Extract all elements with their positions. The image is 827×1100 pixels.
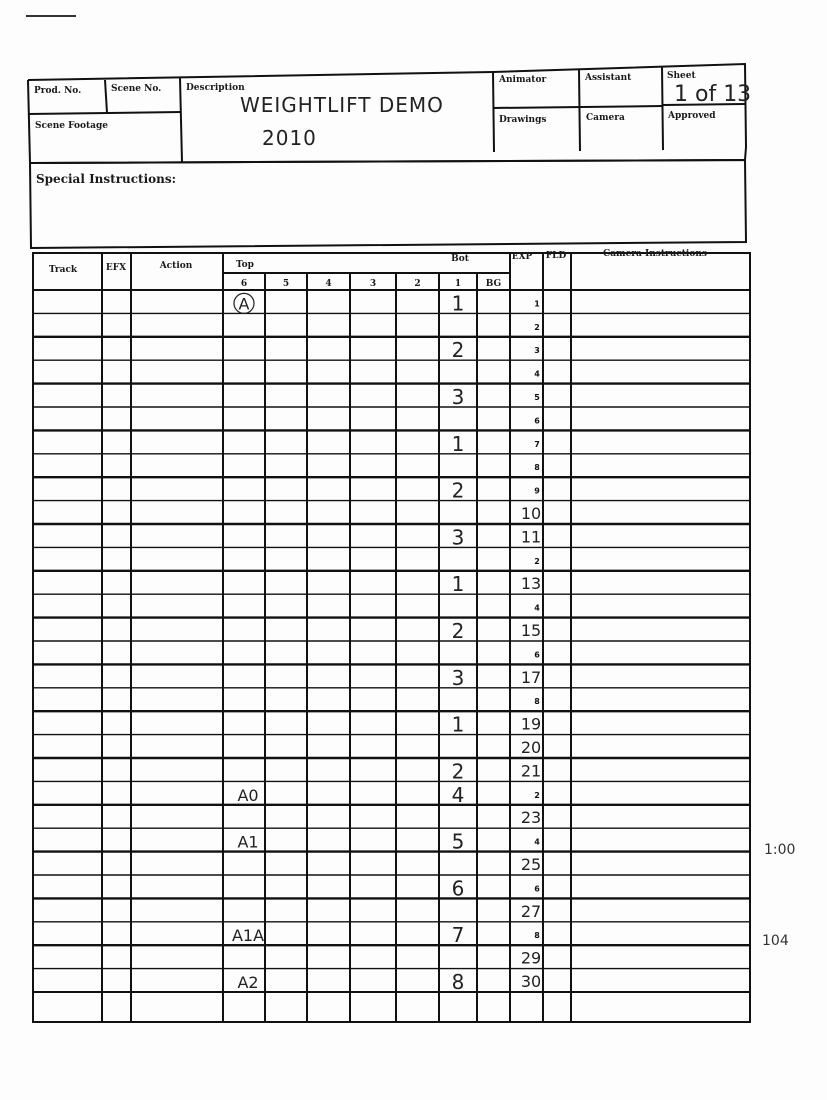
frame-number: 2	[534, 322, 540, 332]
frame-number: 10	[520, 503, 542, 523]
approved-label: Approved	[668, 111, 716, 121]
camera-label: Camera	[586, 113, 625, 123]
level-1-drawing: 2	[451, 759, 465, 784]
level-6-drawing: A1A	[231, 926, 265, 946]
fld-header: FLD	[545, 251, 567, 261]
margin-note-2: 104	[762, 933, 789, 949]
frame-number: 21	[520, 761, 542, 781]
bot-header: Bot	[451, 254, 469, 264]
scene-no-label: Scene No.	[111, 84, 162, 94]
special-instructions-label: Special Instructions:	[36, 172, 177, 186]
frame-number: 8	[534, 931, 540, 941]
track-header: Track	[48, 265, 78, 275]
timing-grid	[33, 249, 750, 1022]
frame-number: 30	[520, 971, 542, 991]
camera-instructions-header: Camera Instructions	[603, 249, 707, 259]
level-1-drawing: 2	[451, 478, 465, 503]
frame-number: 9	[534, 486, 540, 496]
frame-number: 8	[534, 697, 540, 707]
scene-footage-label: Scene Footage	[35, 121, 109, 131]
level-1-drawing: 5	[451, 829, 465, 854]
prod-no-label: Prod. No.	[34, 86, 82, 96]
level-header-3: 3	[369, 279, 377, 289]
animator-label: Animator	[499, 75, 547, 85]
description-line-1: WEIGHTLIFT DEMO	[240, 93, 444, 117]
description-line-2: 2010	[262, 126, 317, 150]
frame-number: 15	[520, 620, 542, 640]
level-1-drawing: 3	[451, 525, 465, 550]
sheet-label: Sheet	[667, 71, 696, 81]
frame-number: 11	[520, 527, 542, 547]
frame-number: 1	[534, 299, 540, 309]
frame-number: 23	[520, 808, 542, 828]
top-header: Top	[236, 260, 254, 270]
drawings-label: Drawings	[499, 115, 547, 125]
efx-header: EFX	[105, 263, 127, 273]
frame-number: 4	[534, 837, 540, 847]
level-1-drawing: 1	[451, 712, 465, 737]
level-header-4: 4	[325, 279, 332, 289]
level-1-drawing: 4	[451, 782, 465, 807]
frame-number: 4	[534, 369, 540, 379]
level-header-5: 5	[282, 279, 290, 289]
level-1-drawing: 1	[451, 572, 465, 597]
frame-number: 2	[534, 556, 540, 566]
frame-number: 7	[534, 439, 540, 449]
level-1-drawing: 6	[451, 876, 465, 901]
action-header: Action	[159, 261, 193, 271]
level-header-bg: BG	[485, 279, 502, 289]
level-header-2: 2	[414, 279, 421, 289]
level-1-drawing: 3	[451, 665, 465, 690]
frame-number: 29	[520, 948, 542, 968]
level-6-drawing: A0	[237, 785, 259, 805]
description-label: Description	[186, 83, 245, 93]
level-6-drawing: A	[238, 294, 250, 314]
level-1-drawing: 2	[451, 338, 465, 363]
frame-number: 6	[534, 884, 540, 894]
level-1-drawing: 3	[451, 384, 465, 409]
assistant-label: Assistant	[585, 73, 632, 83]
frame-number: 20	[520, 737, 542, 757]
frame-number: 19	[520, 714, 542, 734]
level-1-drawing: 2	[451, 618, 465, 643]
frame-number: 5	[534, 392, 540, 402]
frame-number: 2	[534, 790, 540, 800]
level-1-drawing: 8	[451, 969, 465, 994]
frame-number: 13	[520, 574, 542, 594]
frame-number: 8	[534, 463, 540, 473]
exp-header: EXP	[511, 252, 533, 262]
frame-number: 4	[534, 603, 540, 613]
level-1-drawing: 1	[451, 291, 465, 316]
grid-frame	[33, 253, 750, 1022]
level-header-6: 6	[240, 279, 248, 289]
sheet-value: 1 of 13	[674, 82, 752, 107]
level-6-drawing: A2	[237, 972, 259, 992]
frame-number: 6	[534, 650, 540, 660]
frame-number: 3	[534, 346, 540, 356]
frame-number: 25	[520, 854, 542, 874]
level-6-drawing: A1	[237, 832, 259, 852]
level-header-1: 1	[454, 279, 462, 289]
frame-number: 27	[520, 901, 542, 921]
level-1-drawing: 7	[451, 923, 465, 948]
frame-number: 6	[534, 416, 540, 426]
frame-number: 17	[520, 667, 542, 687]
margin-note-1: 1:00	[764, 842, 796, 858]
level-1-drawing: 1	[451, 431, 465, 456]
